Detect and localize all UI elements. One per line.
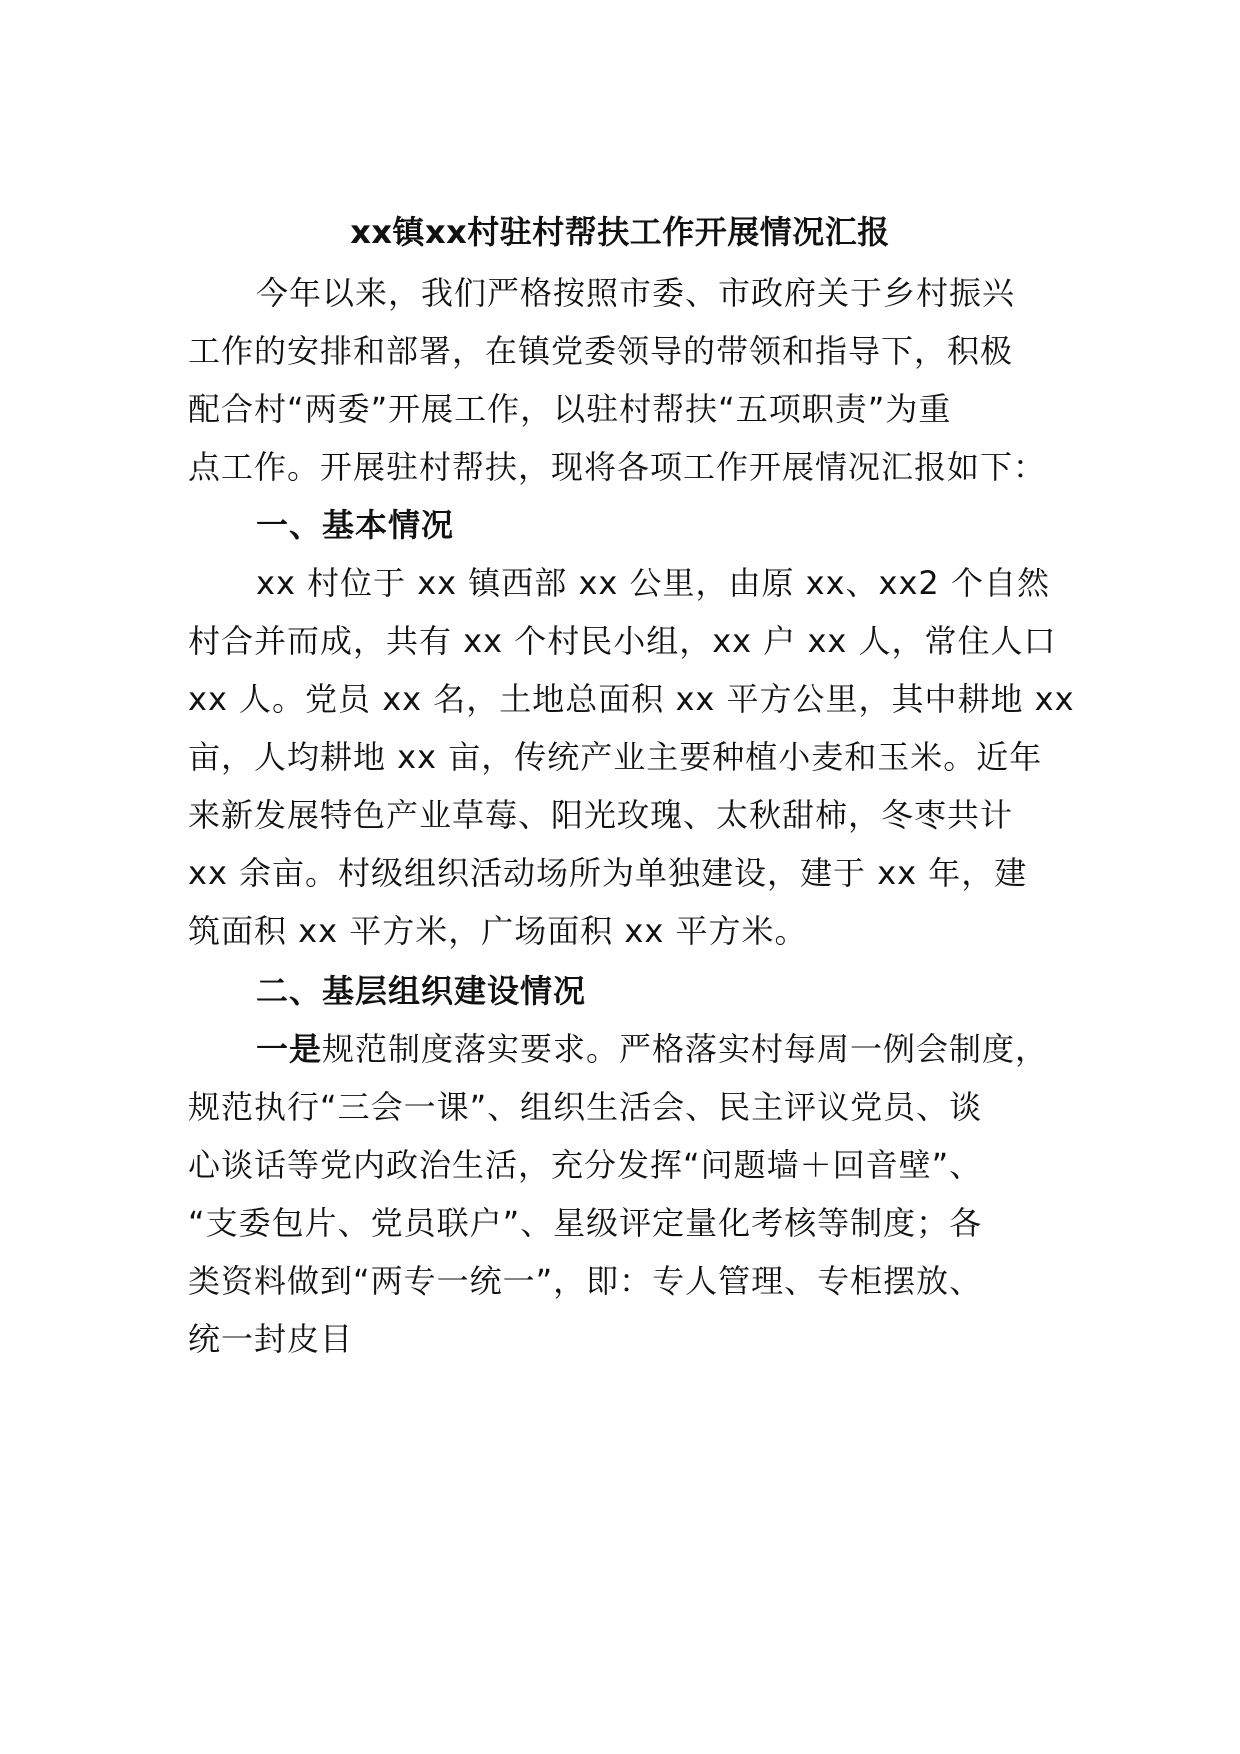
- intro-line-2: 工作的安排和部署，在镇党委领导的带领和指导下，积极: [188, 332, 1014, 370]
- section2-lead-rest: 规范制度落实要求。严格落实村每周一例会制度，: [322, 1030, 1049, 1068]
- section2-line-5: 统一封皮目: [188, 1320, 354, 1358]
- section2-heading: 二、基层组织建设情况: [256, 972, 587, 1010]
- intro-line-1: 今年以来，我们严格按照市委、市政府关于乡村振兴: [256, 274, 1016, 312]
- intro-line-4: 点工作。开展驻村帮扶，现将各项工作开展情况汇报如下：: [188, 448, 1047, 486]
- section2-lead-line: [256, 1026, 1048, 1072]
- section2-line-3: “支委包片、党员联户”、星级评定量化考核等制度；各: [188, 1204, 983, 1242]
- section2-line-4: 类资料做到“两专一统一”，即：专人管理、专柜摆放、: [188, 1262, 983, 1300]
- section1-line-2: 村合并而成，共有 xx 个村民小组，xx 户 xx 人，常住人口: [188, 622, 1057, 660]
- section1-line-4: 亩，人均耕地 xx 亩，传统产业主要种植小麦和玉米。近年: [188, 738, 1043, 776]
- section2-lead-bold: 一是: [256, 1030, 323, 1068]
- section1-line-5: 来新发展特色产业草莓、阳光玫瑰、太秋甜柿，冬枣共计: [188, 796, 1014, 834]
- section1-line-3: xx 人。党员 xx 名，土地总面积 xx 平方公里，其中耕地 xx: [188, 680, 1075, 718]
- section1-line-6: xx 余亩。村级组织活动场所为单独建设，建于 xx 年，建: [188, 854, 1028, 892]
- section1-line-1: xx 村位于 xx 镇西部 xx 公里，由原 xx、xx2 个自然: [256, 564, 1050, 602]
- section2-line-2: 心谈话等党内政治生活，充分发挥“问题墙＋回音壁”、: [188, 1146, 983, 1184]
- section2-line-1: 规范执行“三会一课”、组织生活会、民主评议党员、谈: [188, 1088, 983, 1126]
- document-title: xx镇xx村驻村帮扶工作开展情况汇报: [350, 213, 890, 251]
- section1-heading: 一、基本情况: [256, 506, 455, 544]
- section1-line-7: 筑面积 xx 平方米，广场面积 xx 平方米。: [188, 912, 808, 950]
- intro-line-3: 配合村“两委”开展工作，以驻村帮扶“五项职责”为重: [188, 390, 952, 428]
